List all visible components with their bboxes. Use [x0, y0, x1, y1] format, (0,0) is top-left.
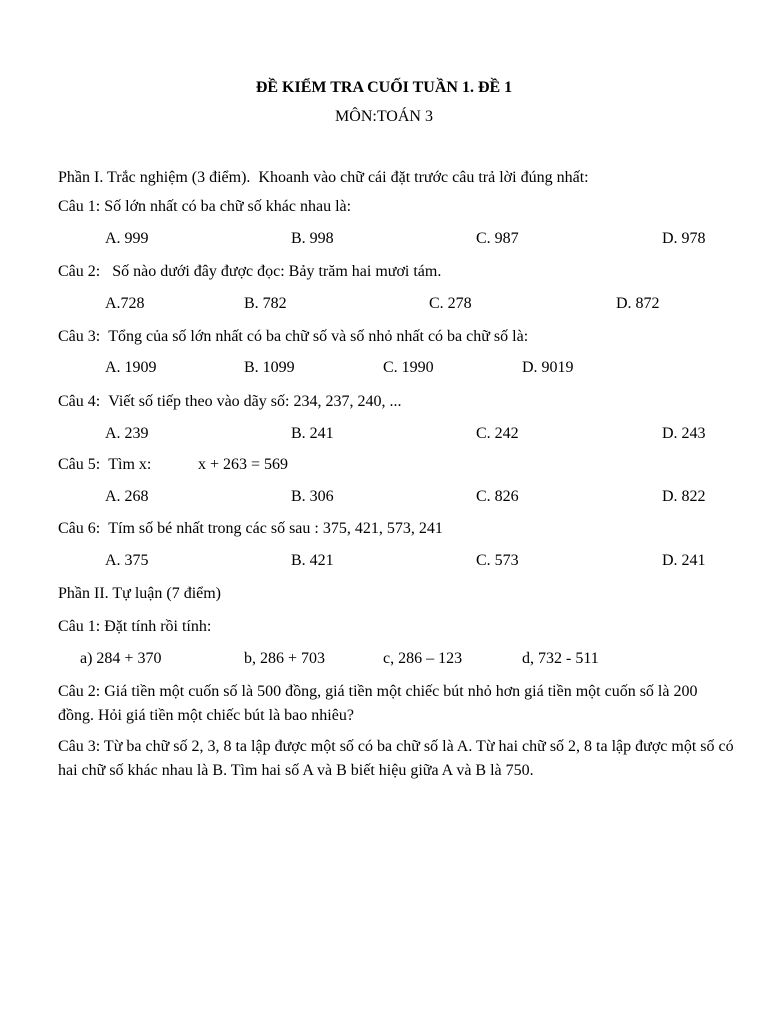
option-d: D. 241: [662, 552, 706, 569]
calc-item-d: d, 732 - 511: [522, 650, 599, 667]
question-text: Số nào dưới đây được đọc: Bảy trăm hai mươi tám.: [112, 263, 442, 280]
essay-question-1: Câu 1: Đặt tính rồi tính:: [58, 618, 212, 635]
part1-instruction: Khoanh vào chữ cái đặt trước câu trả lời đúng nhất:: [258, 169, 589, 186]
option-b: B. 241: [291, 425, 334, 442]
question-3: [58, 329, 528, 345]
question-label: Câu 3:: [58, 328, 101, 345]
option-d: D. 822: [662, 488, 706, 505]
question-6: [58, 521, 443, 537]
option-c: C. 278: [429, 295, 472, 312]
question-text: Viết số tiếp theo vào dãy số: 234, 237, 240, ...: [108, 393, 402, 410]
question-label: Câu 5:: [58, 456, 101, 473]
calc-item-a: a) 284 + 370: [80, 650, 162, 667]
option-c: C. 1990: [383, 359, 434, 376]
question-label: Câu 6:: [58, 520, 101, 537]
question-5: [58, 457, 151, 473]
essay-question-3: Câu 3: Từ ba chữ số 2, 3, 8 ta lập được một số có ba chữ số là A. Từ hai chữ số 2, 8 ta lập được một số có hai chữ số khác nhau là B. Tìm hai số A và B biết hiệu giữa A và B là 750.: [58, 738, 734, 779]
part1-heading-prefix: Phần I. Trắc nghiệm (3 điểm).: [58, 169, 251, 186]
option-d: D. 872: [616, 295, 660, 312]
option-d: D. 9019: [522, 359, 574, 376]
worksheet-title: ĐỀ KIỂM TRA CUỐI TUẦN 1. ĐỀ 1: [255, 79, 513, 96]
option-b: B. 998: [291, 230, 334, 247]
option-c: C. 826: [476, 488, 519, 505]
calc-item-c: c, 286 – 123: [383, 650, 463, 667]
option-c: C. 573: [476, 552, 519, 569]
option-a: A. 375: [105, 552, 149, 569]
option-c: C. 242: [476, 425, 519, 442]
option-a: A. 268: [105, 488, 149, 505]
equation: x + 263 = 569: [198, 456, 289, 473]
option-a: A. 999: [105, 230, 149, 247]
option-b: B. 782: [244, 295, 287, 312]
question-4: [58, 394, 401, 410]
question-label: Câu 2:: [58, 263, 101, 280]
question-text: Tìm x:: [108, 456, 152, 473]
question-text: Tổng của số lớn nhất có ba chữ số và số nhỏ nhất có ba chữ số là:: [108, 328, 529, 345]
option-b: B. 1099: [244, 359, 295, 376]
part2-heading: Phần II. Tự luận (7 điểm): [58, 585, 222, 602]
question-label: Câu 1:: [58, 198, 101, 215]
calc-item-b: b, 286 + 703: [244, 650, 326, 667]
option-a: A. 239: [105, 425, 149, 442]
option-d: D. 243: [662, 425, 706, 442]
option-b: B. 306: [291, 488, 334, 505]
option-a: A.728: [105, 295, 145, 312]
question-text: Tím số bé nhất trong các số sau : 375, 421, 573, 241: [108, 520, 443, 537]
question-2: [58, 264, 441, 280]
option-d: D. 978: [662, 230, 706, 247]
option-c: C. 987: [476, 230, 519, 247]
subject-label: MÔN:TOÁN 3: [335, 108, 433, 125]
option-b: B. 421: [291, 552, 334, 569]
option-a: A. 1909: [105, 359, 157, 376]
question-1: [58, 199, 351, 215]
essay-question-2: Câu 2: Giá tiền một cuốn số là 500 đồng, giá tiền một chiếc bút nhỏ hơn giá tiền một cuốn số là 200 đồng. Hỏi giá tiền một chiếc bút là bao nhiêu?: [58, 683, 698, 724]
question-label: Câu 4:: [58, 393, 101, 410]
part1-heading: [58, 170, 589, 186]
question-text: Số lớn nhất có ba chữ số khác nhau là:: [104, 198, 352, 215]
